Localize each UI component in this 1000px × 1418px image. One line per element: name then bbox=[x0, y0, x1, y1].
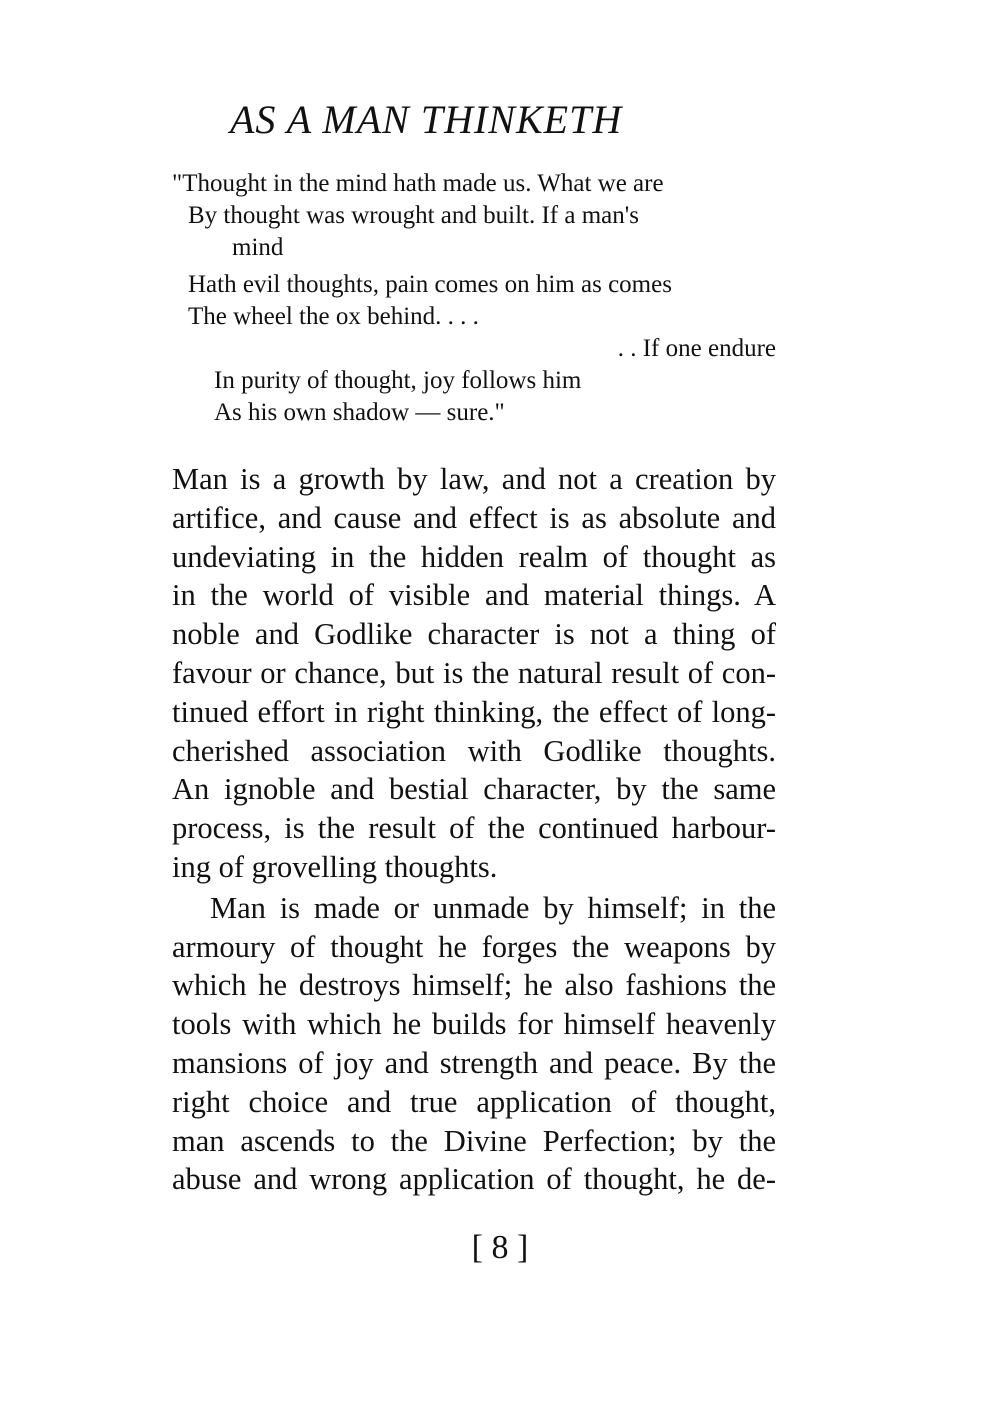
text-line: in the world of visible and material things. A bbox=[172, 578, 776, 613]
poem-line: The wheel the ox behind. . . . bbox=[188, 303, 479, 330]
text-line: undeviating in the hidden realm of thought as bbox=[172, 539, 776, 574]
body-text bbox=[172, 460, 776, 1199]
poem-line: . . If one endure bbox=[617, 335, 776, 362]
text-line: artifice, and cause and effect is as absolute and bbox=[172, 500, 776, 535]
text-line: Man is made or unmade by himself; in the bbox=[210, 890, 776, 925]
text-line: ing of grovelling thoughts. bbox=[172, 849, 498, 884]
poem-line: As his own shadow — sure." bbox=[214, 399, 505, 426]
paragraph-1 bbox=[172, 460, 776, 887]
poem-line: In purity of thought, joy follows him bbox=[214, 367, 582, 394]
text-line: which he destroys himself; he also fashions the bbox=[172, 968, 776, 1003]
text-line: abuse and wrong application of thought, he de- bbox=[172, 1162, 776, 1197]
text-line: tinued effort in right thinking, the effect of long- bbox=[172, 694, 776, 729]
poem-line: Hath evil thoughts, pain comes on him as comes bbox=[188, 271, 672, 298]
text-line: noble and Godlike character is not a thing of bbox=[172, 617, 776, 652]
text-line: Man is a growth by law, and not a creation by bbox=[172, 462, 776, 496]
text-line: favour or chance, but is the natural result of con- bbox=[172, 655, 776, 690]
text-line: mansions of joy and strength and peace. By the bbox=[172, 1045, 776, 1080]
text-line: right choice and true application of thought, bbox=[172, 1084, 776, 1119]
paragraph-2 bbox=[172, 889, 776, 1199]
text-line: armoury of thought he forges the weapons by bbox=[172, 929, 776, 964]
text-line: An ignoble and bestial character, by the same bbox=[172, 772, 776, 807]
text-line: tools with which he builds for himself heavenly bbox=[172, 1007, 776, 1042]
epigraph-poem bbox=[172, 168, 782, 429]
text-line: cherished association with Godlike thoughts. bbox=[172, 733, 776, 768]
text-line: process, is the result of the continued harbour- bbox=[172, 811, 776, 846]
page-number: [ 8 ] bbox=[471, 1229, 529, 1266]
poem-line: mind bbox=[232, 234, 284, 261]
running-head: AS A MAN THINKETH bbox=[230, 97, 623, 142]
poem-line: By thought was wrought and built. If a man's bbox=[188, 202, 639, 229]
text-line: man ascends to the Divine Perfection; by the bbox=[172, 1123, 776, 1158]
poem-line: "Thought in the mind hath made us. What we are bbox=[172, 170, 664, 197]
